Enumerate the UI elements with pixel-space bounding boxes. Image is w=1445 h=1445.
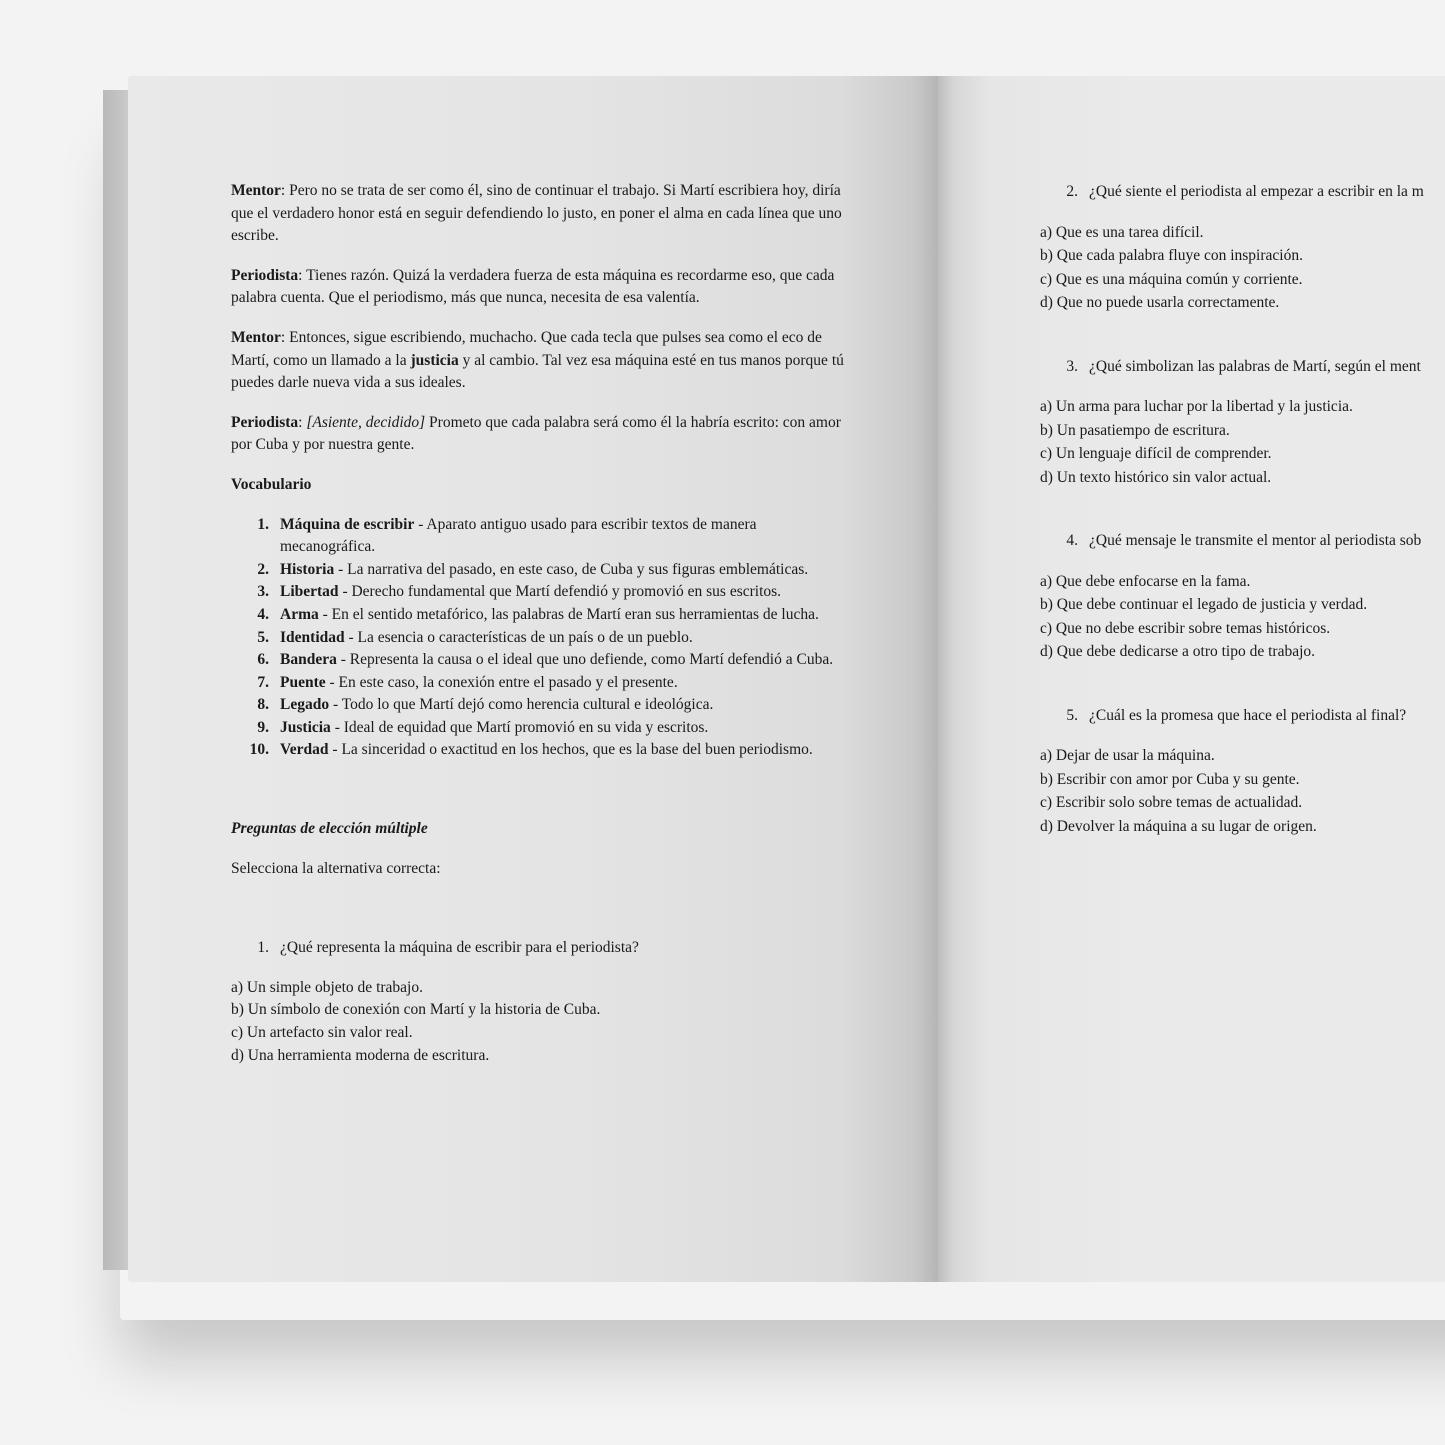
vocabulary-term: Legado bbox=[280, 696, 330, 714]
emphasis-word: justicia bbox=[410, 351, 459, 369]
answer-option: b) Un pasatiempo de escritura. bbox=[1040, 421, 1230, 439]
vocabulary-term: Libertad bbox=[280, 583, 339, 601]
speaker-name: Mentor bbox=[231, 328, 281, 346]
dialogue-line: Mentor: Pero no se trata de ser como él, sino de continuar el trabajo. Si Martí escribiera hoy, diría que el verdadero honor está en seguir defendiendo lo justo, en poner el alma en cada línea que uno escribe. bbox=[231, 182, 842, 245]
vocabulary-item: 7. Puente - En este caso, la conexión entre el pasado y el presente. bbox=[257, 673, 678, 691]
vocabulary-definition: - En este caso, la conexión entre el pasado y el presente. bbox=[325, 673, 678, 691]
dialogue-text: y al cambio. Tal vez esa máquina esté en tus manos porque tú puedes darle nueva vida a sus ideales. bbox=[231, 351, 844, 392]
answer-option: a) Que debe enfocarse en la fama. bbox=[1040, 572, 1251, 590]
vocabulary-term: Justicia bbox=[280, 718, 331, 736]
question-text: 2. ¿Qué siente el periodista al empezar a escribir en la m bbox=[1066, 183, 1424, 200]
question-text: 5. ¿Cuál es la promesa que hace el periodista al final? bbox=[1066, 706, 1407, 724]
question-text: 4. ¿Qué mensaje le transmite el mentor al periodista sob bbox=[1066, 532, 1422, 549]
vocabulary-term: Máquina de escribir bbox=[280, 515, 415, 533]
answer-option: a) Un simple objeto de trabajo. bbox=[231, 978, 423, 996]
vocabulary-term: Verdad bbox=[280, 741, 329, 759]
question-block bbox=[1040, 355, 1445, 490]
dialogue-line: Periodista: Tienes razón. Quizá la verdadera fuerza de esta máquina es recordarme eso, que cada palabra cuenta. Que el periodismo, más que nunca, necesita de esa valentía. bbox=[231, 266, 835, 307]
answer-option: d) Que no puede usarla correctamente. bbox=[1040, 294, 1280, 311]
answer-option: a) Que es una tarea difícil. bbox=[1040, 223, 1204, 241]
answer-option: a) Un arma para luchar por la libertad y la justicia. bbox=[1040, 398, 1353, 415]
answer-option: b) Escribir con amor por Cuba y su gente. bbox=[1040, 770, 1300, 788]
answer-option: d) Un texto histórico sin valor actual. bbox=[1040, 468, 1272, 486]
answer-option: d) Una herramienta moderna de escritura. bbox=[231, 1046, 490, 1064]
vocabulary-term: Historia bbox=[280, 560, 335, 578]
answer-option: c) Un lenguaje difícil de comprender. bbox=[1040, 445, 1272, 462]
dialogue-line: Periodista: [Asiente, decidido] Prometo que cada palabra será como él la habría escrito: con amor por Cuba y por nuestra gente. bbox=[231, 413, 841, 454]
dialogue-text: Pero no se trata de ser como él, sino de continuar el trabajo. Si Martí escribiera hoy, diría que el verdadero honor está en seguir defendiendo lo justo, en poner el alma en cada línea que uno escribe. bbox=[231, 182, 842, 245]
question-text: 3. ¿Qué simbolizan las palabras de Martí, según el ment bbox=[1066, 357, 1421, 375]
dialogue-text: Prometo que cada palabra será como él la habría escrito: con amor por Cuba y por nuestra gente. bbox=[231, 413, 841, 454]
vocabulary-item: 8. Legado - Todo lo que Martí dejó como herencia cultural e ideológica. bbox=[257, 696, 714, 714]
speaker-name: Periodista bbox=[231, 413, 299, 431]
vocabulary-definition: - Aparato antiguo usado para escribir textos de manera mecanográfica. bbox=[280, 515, 757, 556]
vocabulary-item: 2. Historia - La narrativa del pasado, en este caso, de Cuba y sus figuras emblemáticas. bbox=[257, 560, 809, 578]
speaker-name: Periodista bbox=[231, 266, 299, 284]
answer-option: a) Dejar de usar la máquina. bbox=[1040, 747, 1215, 764]
vocabulary-term: Identidad bbox=[280, 628, 345, 646]
answer-option: c) Que es una máquina común y corriente. bbox=[1040, 270, 1303, 288]
vocabulary-item: 9. Justicia - Ideal de equidad que Martí promovió en su vida y escritos. bbox=[257, 718, 709, 736]
right-page-content bbox=[1040, 180, 1445, 838]
quiz-title: Preguntas de elección múltiple bbox=[231, 820, 428, 838]
answer-option: c) Escribir solo sobre temas de actualidad. bbox=[1040, 794, 1303, 811]
vocabulary-definition: - La sinceridad o exactitud en los hechos, que es la base del buen periodismo. bbox=[328, 741, 813, 759]
dialogue-text: Entonces, sigue escribiendo, muchacho. Que cada tecla que pulses sea como el eco de Martí, como un llamado a la bbox=[231, 328, 822, 369]
vocabulary-item: 4. Arma - En el sentido metafórico, las palabras de Martí eran sus herramientas de lucha. bbox=[257, 605, 819, 623]
vocabulary-definition: - La narrativa del pasado, en este caso, de Cuba y sus figuras emblemáticas. bbox=[334, 560, 809, 578]
vocabulary-term: Bandera bbox=[280, 651, 337, 669]
vocabulary-definition: - En el sentido metafórico, las palabras de Martí eran sus herramientas de lucha. bbox=[318, 605, 819, 623]
vocabulary-term: Puente bbox=[280, 673, 326, 691]
vocabulary-definition: - La esencia o características de un país o de un pueblo. bbox=[344, 628, 693, 646]
vocabulary-definition: - Ideal de equidad que Martí promovió en su vida y escritos. bbox=[330, 718, 709, 736]
left-page-content bbox=[231, 180, 851, 1067]
vocabulary-item: 1. Máquina de escribir - Aparato antiguo usado para escribir textos de manera mecanográfica. bbox=[257, 515, 757, 556]
answer-option: b) Un símbolo de conexión con Martí y la historia de Cuba. bbox=[231, 1001, 601, 1019]
vocabulary-item: 6. Bandera - Representa la causa o el ideal que uno defiende, como Martí defendió a Cuba. bbox=[257, 651, 834, 669]
answer-option: c) Un artefacto sin valor real. bbox=[231, 1024, 413, 1042]
answer-option: b) Que cada palabra fluye con inspiración. bbox=[1040, 247, 1303, 264]
speaker-name: Mentor bbox=[231, 182, 281, 199]
vocabulary-term: Arma bbox=[280, 605, 319, 623]
question-block bbox=[231, 937, 851, 1067]
vocabulary-heading: Vocabulario bbox=[231, 475, 312, 493]
answer-option: d) Que debe dedicarse a otro tipo de trabajo. bbox=[1040, 643, 1316, 660]
vocabulary-item: 3. Libertad - Derecho fundamental que Martí defendió y promovió en sus escritos. bbox=[257, 583, 782, 601]
vocabulary-definition: - Todo lo que Martí dejó como herencia cultural e ideológica. bbox=[329, 696, 714, 714]
quiz-instruction: Selecciona la alternativa correcta: bbox=[231, 859, 441, 877]
dialogue-text: Tienes razón. Quizá la verdadera fuerza de esta máquina es recordarme eso, que cada palabra cuenta. Que el periodismo, más que nunca, necesita de esa valentía. bbox=[231, 266, 835, 307]
vocabulary-list bbox=[231, 514, 851, 763]
vocabulary-item: 10. Verdad - La sinceridad o exactitud en los hechos, que es la base del buen periodismo. bbox=[249, 741, 813, 759]
vocabulary-item: 5. Identidad - La esencia o características de un país o de un pueblo. bbox=[257, 628, 693, 646]
answer-option: b) Que debe continuar el legado de justicia y verdad. bbox=[1040, 596, 1368, 613]
vocabulary-definition: - Representa la causa o el ideal que uno defiende, como Martí defendió a Cuba. bbox=[336, 651, 834, 669]
vocabulary-definition: - Derecho fundamental que Martí defendió y promovió en sus escritos. bbox=[338, 583, 782, 601]
stage-direction: [Asiente, decidido] bbox=[306, 413, 426, 431]
answer-option: c) Que no debe escribir sobre temas históricos. bbox=[1040, 619, 1331, 637]
question-block bbox=[1040, 704, 1445, 839]
question-text: 1. ¿Qué representa la máquina de escribir para el periodista? bbox=[257, 939, 639, 957]
question-block bbox=[1040, 180, 1445, 315]
dialogue-line: Mentor: Entonces, sigue escribiendo, muchacho. Que cada tecla que pulses sea como el eco de Martí, como un llamado a la justicia y al cambio. Tal vez esa máquina esté en tus manos porque tú puedes darle nueva vida a sus ideales. bbox=[231, 328, 844, 392]
question-block bbox=[1040, 529, 1445, 664]
answer-option: d) Devolver la máquina a su lugar de origen. bbox=[1040, 817, 1317, 835]
